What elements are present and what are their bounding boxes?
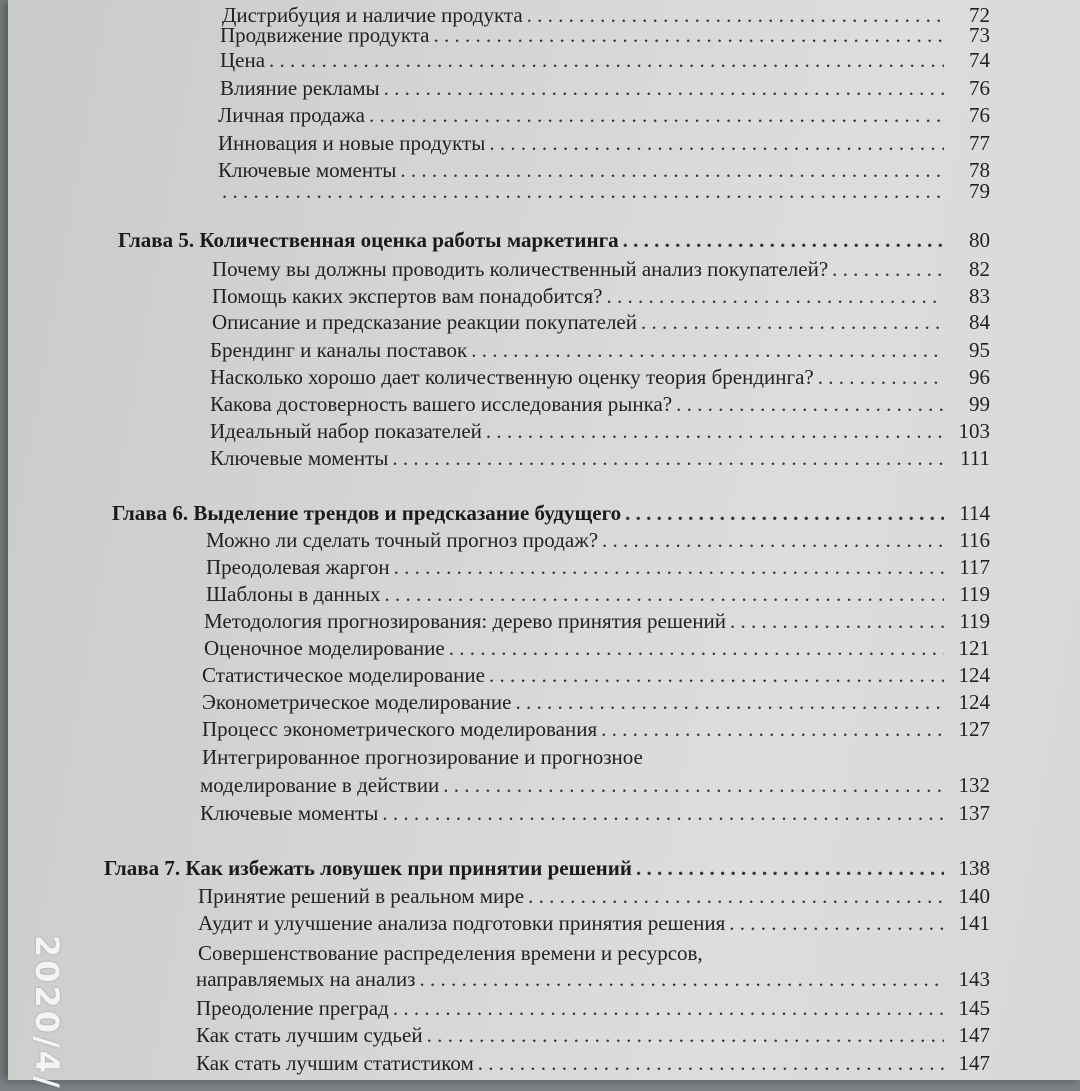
toc-entry (210, 391, 990, 417)
toc-entry-page: 82 (969, 257, 990, 281)
toc-entry-title: Процесс эконометрического моделирования (202, 717, 598, 741)
toc-entry (220, 47, 990, 73)
toc-entry (210, 418, 990, 444)
toc-entry (198, 883, 990, 909)
toc-entry-page: 111 (960, 446, 990, 470)
toc-entry-title: Преодоление преград (196, 996, 389, 1020)
toc-entry-title: Преодолевая жаргон (206, 555, 390, 579)
dot-leader (528, 883, 944, 909)
dot-leader (385, 581, 944, 607)
toc-entry-page: 124 (958, 690, 990, 714)
dot-leader (392, 445, 944, 471)
dot-leader (623, 227, 944, 253)
toc-entry-title: Какова достоверность вашего исследования рынка? (210, 392, 673, 416)
toc-entry-page: 79 (969, 179, 990, 203)
dot-leader (449, 635, 944, 661)
toc-entry (204, 608, 990, 634)
dot-leader (729, 910, 944, 936)
toc-entry-wrap-line (198, 940, 743, 966)
dot-leader (434, 22, 945, 48)
toc-entry-page: 76 (969, 103, 990, 127)
toc-entry (218, 102, 990, 128)
dot-leader (606, 283, 944, 309)
toc-entry-title: Почему вы должны проводить количественный анализ покупателей? (212, 257, 829, 281)
toc-entry-title: Аудит и улучшение анализа подготовки принятия решения (198, 911, 726, 935)
toc-entry-page: 117 (959, 555, 990, 579)
dot-leader (730, 608, 944, 634)
toc-entry-page: 121 (958, 636, 990, 660)
toc-entry-page: 72 (969, 3, 990, 27)
toc-entry (204, 635, 990, 661)
toc-entry-title: Статистическое моделирование (202, 663, 485, 687)
toc-entry (212, 309, 990, 335)
toc-entry-page: 147 (958, 1051, 990, 1075)
toc-entry-page: 114 (959, 501, 990, 525)
toc-chapter-heading (104, 855, 990, 881)
dot-leader (384, 75, 944, 101)
dot-leader (394, 554, 944, 580)
toc-entry-title: Брендинг и каналы поставок (210, 338, 468, 362)
toc-entry-title: Личная продажа (218, 103, 365, 127)
toc-entry-title: Ключевые моменты (210, 446, 389, 470)
toc-entry (210, 364, 990, 390)
dot-leader (602, 527, 944, 553)
toc-entry-title: Ключевые моменты (218, 158, 397, 182)
toc-entry-page: 147 (958, 1023, 990, 1047)
toc-entry-page: 80 (969, 228, 990, 252)
dot-leader (382, 800, 944, 826)
dot-leader (369, 102, 944, 128)
dot-leader (676, 391, 944, 417)
toc-chapter-heading (118, 227, 990, 253)
toc-chapter-title: Глава 6. Выделение трендов и предсказание будущего (112, 501, 622, 525)
toc-entry (202, 716, 990, 742)
dot-leader (443, 772, 944, 798)
toc-entry-title: Влияние рекламы (220, 76, 380, 100)
toc-entry (220, 22, 990, 48)
toc-entry-title: Совершенствование распределения времени и ресурсов, (198, 941, 703, 965)
dot-leader (471, 337, 944, 363)
toc-entry-page: 124 (958, 663, 990, 687)
toc-entry-page: 84 (969, 310, 990, 334)
toc-entry-title: направляемых на анализ (196, 967, 416, 991)
dot-leader (625, 500, 944, 526)
toc-entry-title: Оценочное моделирование (204, 636, 445, 660)
toc-entry-title: Интегрированное прогнозирование и прогнозное (202, 745, 643, 769)
toc-entry-title: Принятие решений в реальном мире (198, 884, 525, 908)
dot-leader (489, 130, 944, 156)
dot-leader (818, 364, 944, 390)
toc-entry (196, 1050, 990, 1076)
toc-entry-title: Цена (220, 48, 266, 72)
toc-entry (202, 662, 990, 688)
toc-entry-page: 96 (969, 365, 990, 389)
toc-entry-title: Продвижение продукта (220, 23, 430, 47)
toc-entry-page: 141 (958, 911, 990, 935)
dot-leader (478, 1050, 944, 1076)
toc-entry-title: Описание и предсказание реакции покупателей (212, 310, 637, 334)
toc-entry-title: Насколько хорошо дает количественную оценку теория брендинга? (210, 365, 814, 389)
toc-entry (196, 1022, 990, 1048)
toc-entry-page: 119 (959, 609, 990, 633)
toc-entry (212, 256, 990, 282)
toc-entry-title: моделирование в действии (200, 773, 440, 797)
toc-entry-page: 137 (958, 801, 990, 825)
toc-entry-title: Шаблоны в данных (206, 582, 381, 606)
toc-chapter-title: Глава 7. Как избежать ловушек при принятии решений (104, 856, 632, 880)
toc-entry (218, 130, 990, 156)
toc-entry-page: 83 (969, 284, 990, 308)
toc-entry (210, 445, 990, 471)
toc-entry (210, 337, 990, 363)
toc-entry-page: 77 (969, 131, 990, 155)
toc-entry-title: Идеальный набор показателей (210, 419, 482, 443)
toc-entry-page: 73 (969, 23, 990, 47)
toc-entry (218, 178, 990, 204)
toc-entry-page: 138 (958, 856, 990, 880)
toc-entry (206, 527, 990, 553)
dot-leader (427, 1022, 944, 1048)
toc-entry-page: 76 (969, 76, 990, 100)
toc-entry-title: Методология прогнозирования: дерево принятия решений (204, 609, 727, 633)
toc-entry-title: Эконометрическое моделирование (202, 690, 512, 714)
dot-leader (601, 716, 944, 742)
toc-entry-page: 127 (958, 717, 990, 741)
toc-entry (196, 966, 990, 992)
toc-entry-page: 95 (969, 338, 990, 362)
toc-entry-title: Ключевые моменты (200, 801, 379, 825)
toc-entry (220, 75, 990, 101)
toc-entry-page: 99 (969, 392, 990, 416)
dot-leader (269, 47, 944, 73)
toc-entry-page: 132 (958, 773, 990, 797)
dot-leader (419, 966, 944, 992)
toc-entry-title: Дистрибуция и наличие продукта (222, 3, 523, 27)
toc-entry-page: 103 (958, 419, 990, 443)
dot-leader (641, 309, 944, 335)
toc-entry (200, 772, 990, 798)
toc-entry (200, 800, 990, 826)
toc-entry-page: 140 (958, 884, 990, 908)
toc-entry (212, 283, 990, 309)
dot-leader (393, 995, 944, 1021)
toc-entry-title: Инновация и новые продукты (218, 131, 486, 155)
toc-chapter-heading (112, 500, 990, 526)
toc-entry-page: 78 (969, 158, 990, 182)
toc-entry (198, 910, 990, 936)
toc-entry-title: Помощь каких экспертов вам понадобится? (212, 284, 603, 308)
dot-leader (832, 256, 944, 282)
toc-chapter-title: Глава 5. Количественная оценка работы маркетинга (118, 228, 619, 252)
dot-leader (515, 689, 944, 715)
dot-leader (489, 662, 944, 688)
dot-leader (222, 178, 944, 204)
toc-entry (206, 581, 990, 607)
toc-entry-page: 116 (959, 528, 990, 552)
photo-date-stamp: 2020/4/ (28, 935, 66, 1091)
toc-entry-page: 145 (958, 996, 990, 1020)
toc-entry-page: 74 (969, 48, 990, 72)
toc-entry-wrap-line (202, 744, 683, 770)
toc-entry (196, 995, 990, 1021)
dot-leader (486, 418, 944, 444)
toc-entry-title: Как стать лучшим статистиком (196, 1051, 474, 1075)
toc-entry (206, 554, 990, 580)
toc-entry-page: 143 (958, 967, 990, 991)
toc-entry-title: Как стать лучшим судьей (196, 1023, 423, 1047)
toc-entry-page: 119 (959, 582, 990, 606)
toc-entry-title: Можно ли сделать точный прогноз продаж? (206, 528, 599, 552)
toc-entry (202, 689, 990, 715)
dot-leader (636, 855, 944, 881)
